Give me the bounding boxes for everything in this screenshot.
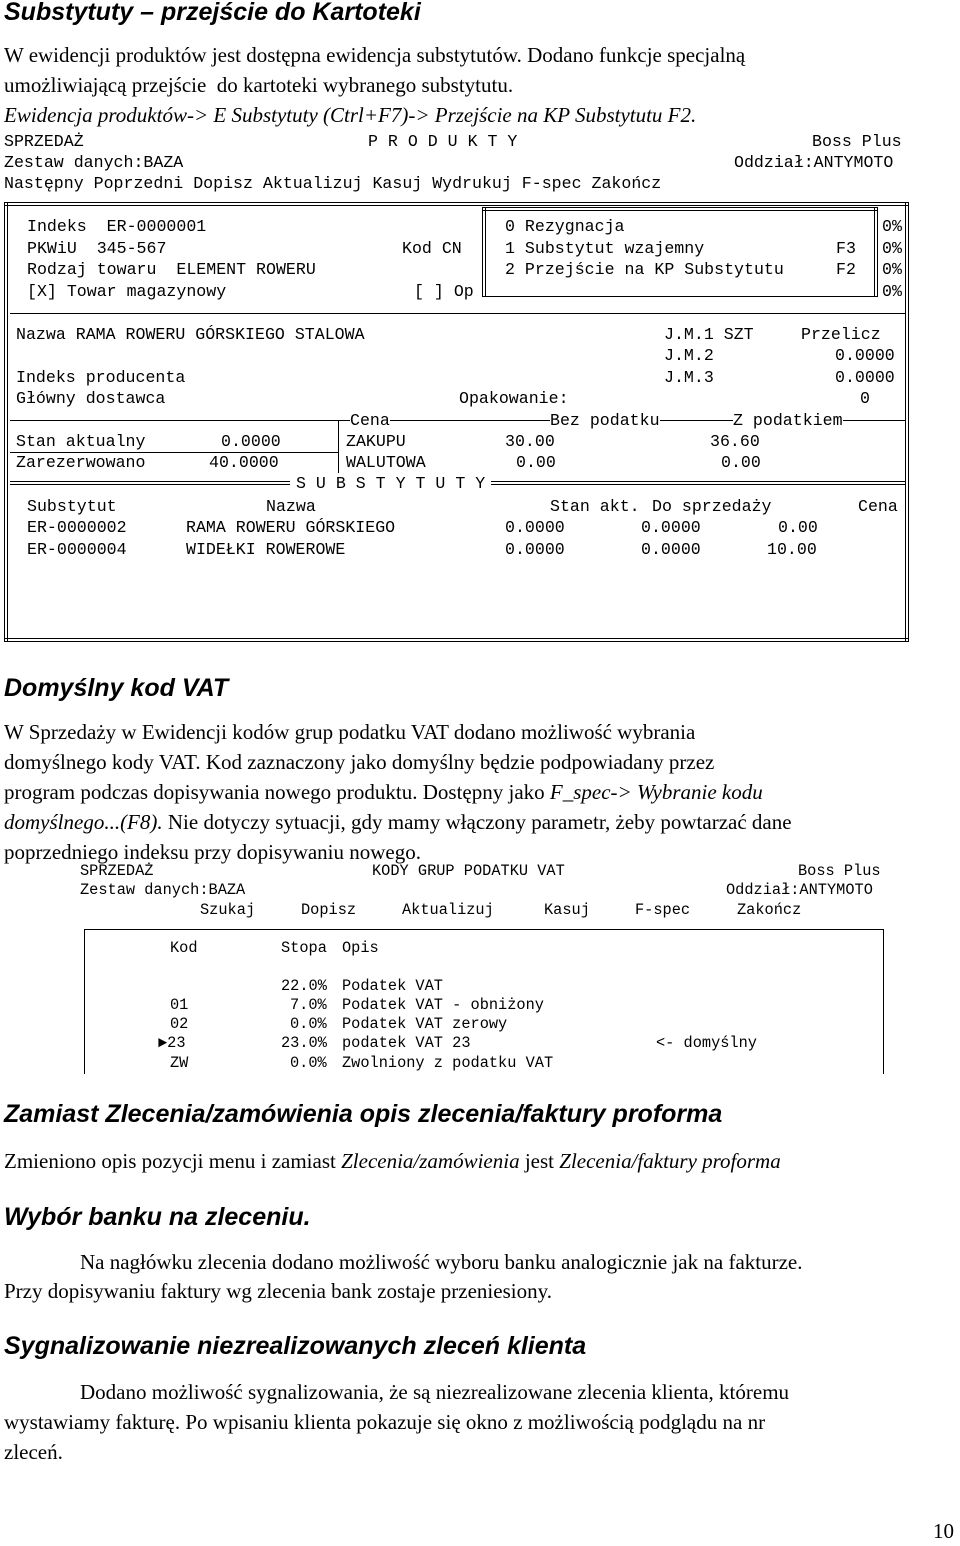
price-net-header: Bez podatku [550, 411, 660, 430]
currency-net: 0.00 [516, 453, 556, 472]
jm1-field[interactable]: J.M.1 SZT [664, 325, 754, 344]
paragraph-line: W ewidencji produktów jest dostępna ewidencja substytutów. Dodano funkcje specjalną [4, 43, 746, 67]
screen-title: P R O D U K T Y [368, 132, 518, 151]
rodzaj-field[interactable]: Rodzaj towaru ELEMENT ROWERU [27, 260, 316, 279]
cell-code: ER-0000004 [27, 540, 127, 559]
cell-stopa: 23.0% [281, 1034, 327, 1052]
paragraph-line: domyślnego kody VAT. Kod zaznaczony jako domyślny będzie podpowiadany przez [4, 750, 715, 774]
pct-value: 0% [882, 282, 902, 301]
menu-bar[interactable]: Następny Poprzedni Dopisz Aktualizuj Kasuj Wydrukuj F-spec Zakończ [4, 174, 662, 193]
paragraph-line: wystawiamy fakturę. Po wpisaniu klienta pokazuje się okno z możliwością podglądu na nr [4, 1410, 766, 1434]
col-kod: Kod [170, 939, 198, 957]
popup-option-1[interactable]: 1 Substytut wzajemny [505, 239, 705, 258]
cell-opis: Podatek VAT - obniżony [342, 996, 544, 1014]
cell-kod: 02 [170, 1015, 189, 1033]
cell-stopa: 7.0% [290, 996, 327, 1014]
reserved-label: Zarezerwowano [16, 453, 146, 472]
cell-stopa: 22.0% [281, 977, 327, 995]
cell-stopa: 0.0% [290, 1015, 327, 1033]
cell-kod: 01 [170, 996, 189, 1014]
menu-fspec[interactable]: F-spec [635, 901, 691, 919]
packaging-value: 0 [860, 389, 870, 408]
substitutes-title: S U B S T Y T U T Y [290, 473, 491, 494]
przelicz-label: Przelicz [801, 325, 881, 344]
popup-option-2[interactable]: 2 Przejście na KP Substytutu [505, 260, 784, 279]
col-cena: Cena [858, 497, 898, 516]
jm2-label: J.M.2 [664, 346, 714, 365]
section-heading: Sygnalizowanie niezrealizowanych zleceń klienta [4, 1332, 587, 1360]
paragraph-line: Dodano możliwość sygnalizowania, że są niezrealizowane zlecenia klienta, któremu [80, 1380, 790, 1404]
cell-kod: ZW [170, 1054, 189, 1072]
paragraph-line: Zmieniono opis pozycji menu i zamiast Zlecenia/zamówienia jest Zlecenia/faktury proforma [4, 1149, 781, 1173]
col-nazwa: Nazwa [266, 497, 316, 516]
menu-zakoncz[interactable]: Zakończ [737, 901, 802, 919]
paragraph-line: zleceń. [4, 1440, 63, 1464]
col-do-sprzedazy: Do sprzedaży [652, 497, 772, 516]
product-name: Boss Plus [812, 132, 902, 151]
col-opis: Opis [342, 939, 379, 957]
cell-opis: podatek VAT 23 [342, 1034, 471, 1052]
nazwa-field[interactable]: Nazwa RAMA ROWERU GÓRSKIEGO STALOWA [16, 325, 365, 344]
cell-dosprz: 0.0000 [641, 518, 701, 537]
pct-value: 0% [882, 260, 902, 279]
pct-value: 0% [882, 217, 902, 236]
paragraph-line: domyślnego...(F8). Nie dotyczy sytuacji, gdy mamy włączony parametr, żeby powtarzać dane [4, 810, 792, 834]
section-heading: Wybór banku na zleceniu. [4, 1203, 311, 1231]
dataset-label: Zestaw danych:BAZA [4, 153, 184, 172]
op-checkbox[interactable]: [ ] Op [414, 282, 474, 301]
cell-name: WIDEŁKI ROWEROWE [186, 540, 346, 559]
branch-label: Oddział:ANTYMOTO [734, 153, 894, 172]
page-number: 10 [933, 1519, 954, 1543]
cell-stan: 0.0000 [505, 518, 565, 537]
price-header: Cena [350, 411, 390, 430]
pct-value: 0% [882, 239, 902, 258]
producer-index-field[interactable]: Indeks producenta [16, 368, 186, 387]
popup-option-2-key: F2 [836, 260, 856, 279]
packaging-label: Opakowanie: [459, 389, 569, 408]
purchase-label: ZAKUPU [346, 432, 406, 451]
paragraph-line: poprzedniego indeksu przy dopisywaniu nowego. [4, 840, 421, 864]
purchase-net: 30.00 [505, 432, 555, 451]
section-heading: Domyślny kod VAT [4, 674, 229, 702]
paragraph-line: program podczas dopisywania nowego produktu. Dostępny jako F_spec-> Wybranie kodu [4, 780, 763, 804]
currency-gross: 0.00 [721, 453, 761, 472]
cell-opis: Podatek VAT [342, 977, 443, 995]
paragraph-line: Przy dopisywaniu faktury wg zlecenia bank zostaje przeniesiony. [4, 1279, 552, 1303]
menu-dopisz[interactable]: Dopisz [301, 901, 357, 919]
product-name: Boss Plus [798, 862, 881, 880]
cell-stan: 0.0000 [505, 540, 565, 559]
cell-opis: Zwolniony z podatku VAT [342, 1054, 554, 1072]
module-label: SPRZEDAŻ [4, 132, 84, 151]
cell-cena: 10.00 [767, 540, 817, 559]
jm3-label: J.M.3 [664, 368, 714, 387]
default-marker: <- domyślny [656, 1034, 757, 1052]
currency-label: WALUTOWA [346, 453, 426, 472]
jm3-value: 0.0000 [835, 368, 895, 387]
towar-magazynowy-checkbox[interactable]: [X] Towar magazynowy [27, 282, 227, 301]
cell-stopa: 0.0% [290, 1054, 327, 1072]
cell-opis: Podatek VAT zerowy [342, 1015, 508, 1033]
kod-cn-label: Kod CN [402, 239, 462, 258]
paragraph-line: Na nagłówku zlecenia dodano możliwość wyboru banku analogicznie jak na fakturze. [80, 1250, 803, 1274]
col-stan: Stan akt. [550, 497, 640, 516]
cell-dosprz: 0.0000 [641, 540, 701, 559]
menu-kasuj[interactable]: Kasuj [544, 901, 590, 919]
menu-aktualizuj[interactable]: Aktualizuj [402, 901, 494, 919]
purchase-gross: 36.60 [710, 432, 760, 451]
cell-kod: ►23 [158, 1034, 186, 1052]
branch-label: Oddział:ANTYMOTO [726, 881, 873, 899]
popup-option-1-key: F3 [836, 239, 856, 258]
index-field[interactable]: Indeks ER-0000001 [27, 217, 207, 236]
col-substytut: Substytut [27, 497, 117, 516]
stock-label: Stan aktualny [16, 432, 146, 451]
dataset-label: Zestaw danych:BAZA [80, 881, 246, 899]
cell-cena: 0.00 [778, 518, 818, 537]
section-heading: Substytuty – przejście do Kartoteki [4, 0, 421, 26]
cell-code: ER-0000002 [27, 518, 127, 537]
supplier-field[interactable]: Główny dostawca [16, 389, 166, 408]
menu-szukaj[interactable]: Szukaj [200, 901, 256, 919]
popup-option-0[interactable]: 0 Rezygnacja [505, 217, 625, 236]
screen-title: KODY GRUP PODATKU VAT [372, 862, 565, 880]
paragraph-line: W Sprzedaży w Ewidencji kodów grup podatku VAT dodano możliwość wybrania [4, 720, 696, 744]
jm2-value: 0.0000 [835, 346, 895, 365]
module-label: SPRZEDAŻ [80, 862, 154, 880]
stock-value: 0.0000 [221, 432, 281, 451]
section-heading: Zamiast Zlecenia/zamówienia opis zlecenia/faktury proforma [4, 1100, 723, 1128]
cell-name: RAMA ROWERU GÓRSKIEGO [186, 518, 396, 537]
pkwiu-field[interactable]: PKWiU 345-567 [27, 239, 167, 258]
price-gross-header: Z podatkiem [733, 411, 843, 430]
reserved-value: 40.0000 [209, 453, 279, 472]
col-stopa: Stopa [281, 939, 327, 957]
paragraph-line: umożliwiającą przejście do kartoteki wybranego substytutu. [4, 73, 514, 97]
paragraph-line: Ewidencja produktów-> E Substytuty (Ctrl+F7)-> Przejście na KP Substytutu F2. [4, 103, 697, 127]
